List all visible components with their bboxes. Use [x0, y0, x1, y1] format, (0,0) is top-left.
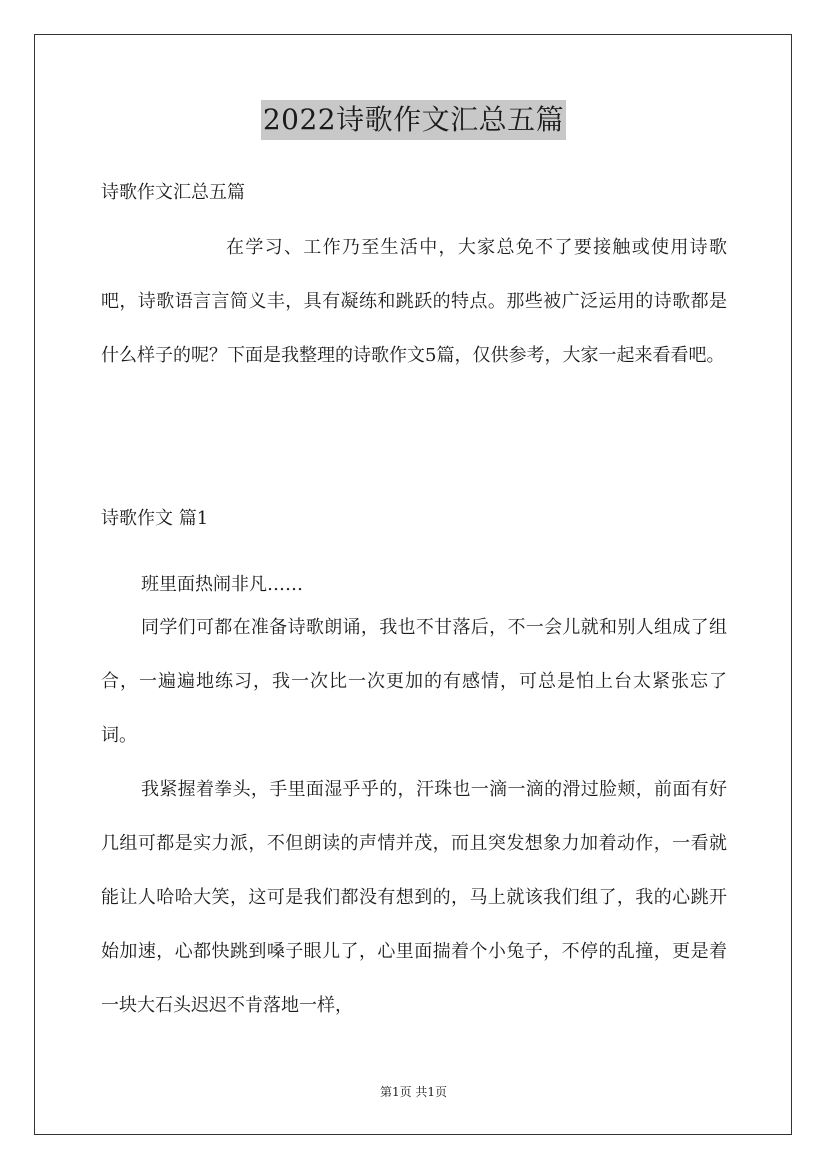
section-title: 诗歌作文 篇1 [101, 508, 209, 529]
page-footer: 第1页 共1页 [379, 1085, 448, 1099]
document-subtitle: 诗歌作文汇总五篇 [101, 182, 245, 203]
document-title: 2022诗歌作文汇总五篇 [261, 100, 566, 140]
intro-paragraph: 在学习、工作乃至生活中，大家总免不了要接触或使用诗歌吧，诗歌语言言简义丰，具有凝练和跳跃的特点。那些被广泛运用的诗歌都是什么样子的呢？下面是我整理的诗歌作文5篇，仅供参考，大家一起来看看吧。 [101, 237, 727, 366]
title-container [0, 100, 827, 140]
body-paragraph: 同学们可都在准备诗歌朗诵，我也不甘落后，不一会儿就和别人组成了组合，一遍遍地练习，我一次比一次更加的有感情，可总是怕上台太紧张忘了词。 [101, 617, 727, 746]
body-paragraph: 班里面热闹非凡…… [141, 574, 303, 595]
body-paragraph: 我紧握着拳头，手里面湿乎乎的，汗珠也一滴一滴的滑过脸颊，前面有好几组可都是实力派，不但朗读的声情并茂，而且突发想象力加着动作，一看就能让人哈哈大笑，这可是我们都没有想到的，马上就该我们组了，我的心跳开始加速，心都快跳到嗓子眼儿了，心里面揣着个小兔子，不停的乱撞，更是着一块大石头迟迟不肯落地一样， [101, 779, 727, 1016]
